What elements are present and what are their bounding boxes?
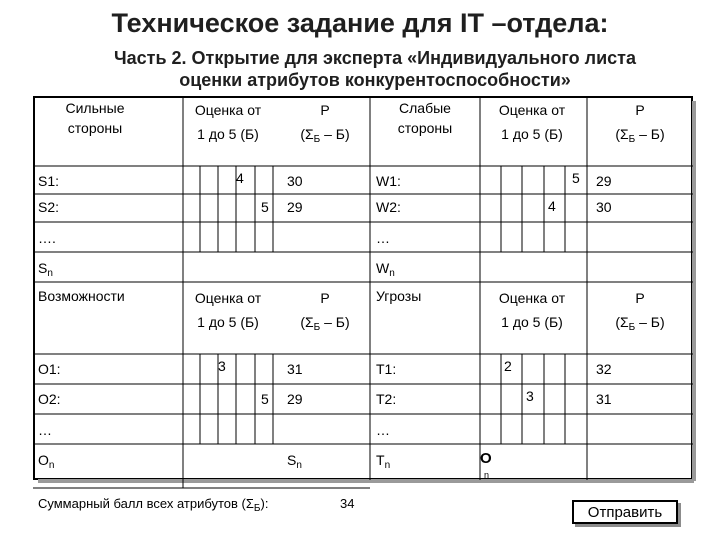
opportunities-rating-header: Оценка от 1 до 5 (Б) [194,290,262,330]
weakness-label-w1: W1: [376,173,401,189]
subtitle-line-2: оценки атрибутов конкурентоспособности» [179,70,571,90]
weaknesses-p-header: Р $(\Sigma_Б - Б)$ [615,102,665,145]
opportunity-label-o2: O2: [38,391,61,407]
weakness-label-wn: $W_n$ [376,260,395,279]
strengths-rating-header: Оценка от 1 до 5 (Б) [194,102,262,142]
strength-p-s1: 30 [287,173,303,189]
subtitle-line-1: Часть 2. Открытие для эксперта «Индивидуального листа [113,48,637,68]
threat-label-tn: $T_n$ [376,452,391,471]
opportunity-p-o2: 29 [287,391,303,407]
weaknesses-header: Слабые стороны [397,100,453,136]
threat-p-t1: 32 [596,361,612,377]
opportunities-header: Возможности [38,288,125,304]
weakness-score-w2[interactable]: 4 [548,198,556,214]
threat-score-t2[interactable]: 3 [526,388,534,404]
weaknesses-rating-header: Оценка от 1 до 5 (Б) [498,102,566,142]
strength-label-more: …. [38,230,56,246]
total-score-value: 34 [340,496,355,511]
threat-score-t1[interactable]: 2 [504,358,512,374]
opportunity-p-on: $S_n$ [287,452,302,471]
opportunity-label-o1: O1: [38,361,61,377]
threat-label-t1: T1: [376,361,397,377]
page-title: Техническое задание для IT –отдела: [111,8,609,38]
submit-button[interactable]: Отправить [572,500,678,524]
strength-label-s1: S1: [38,173,60,189]
opportunities-p-header: Р $(\Sigma_Б - Б)$ [300,290,350,333]
strengths-p-header: Р $(\Sigma_Б - Б)$ [300,102,350,145]
strength-score-s1[interactable]: 4 [236,170,244,186]
strength-p-s2: 29 [287,199,303,215]
total-score-label: Суммарный балл всех атрибутов $(\Sigma_Б)$: [38,496,269,514]
threat-p-t2: 31 [596,391,612,407]
threats-header: Угрозы [376,288,422,304]
weakness-label-w2: W2: [376,199,401,215]
strengths-header: Сильные стороны [65,100,125,136]
threat-label-t2: T2: [376,391,397,407]
weakness-score-w1[interactable]: 5 [572,170,580,186]
opportunity-score-o1[interactable]: 3 [218,358,226,374]
opportunity-label-on: $O_n$ [38,452,55,471]
threat-label-more: … [376,422,390,438]
opportunity-label-more: … [38,422,52,438]
strength-label-sn: $S_n$ [38,260,53,279]
strength-score-s2[interactable]: 5 [261,199,269,215]
strength-label-s2: S2: [38,199,60,215]
threats-p-header: Р $(\Sigma_Б - Б)$ [615,290,665,333]
weakness-label-more: … [376,230,390,246]
threat-extra-on: O n [480,450,492,480]
weakness-p-w1: 29 [596,173,612,189]
weakness-p-w2: 30 [596,199,612,215]
opportunity-score-o2[interactable]: 5 [261,391,269,407]
opportunity-p-o1: 31 [287,361,303,377]
threats-rating-header: Оценка от 1 до 5 (Б) [498,290,566,330]
